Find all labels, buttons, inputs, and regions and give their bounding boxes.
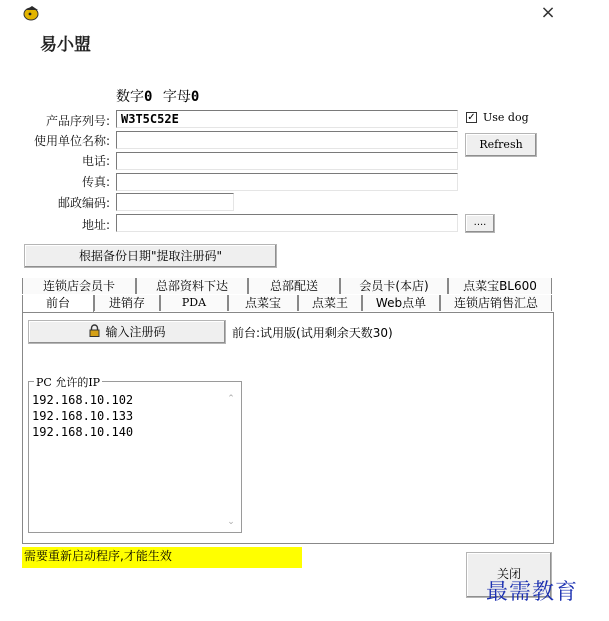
tab-diancaibao-bl600[interactable]: 点菜宝BL600 bbox=[448, 278, 552, 294]
app-icon bbox=[22, 4, 42, 22]
scroll-down-icon[interactable]: ⌄ bbox=[227, 517, 235, 527]
phone-input[interactable] bbox=[116, 152, 458, 170]
scroll-up-icon[interactable]: ⌃ bbox=[227, 394, 235, 404]
restart-warning: 需要重新启动程序,才能生效 bbox=[22, 547, 302, 568]
char-counter bbox=[116, 86, 199, 106]
license-status-text: 前台:试用版(试用剩余天数30) bbox=[232, 326, 393, 340]
close-icon[interactable]: × bbox=[540, 2, 556, 23]
address-browse-button[interactable]: .... bbox=[465, 214, 495, 233]
ip-list-item: 192.168.10.133 bbox=[32, 409, 134, 423]
window-title: 易小盟 bbox=[40, 35, 91, 55]
use-dog-label: Use dog bbox=[483, 111, 529, 124]
allowed-ip-textarea[interactable] bbox=[32, 392, 240, 530]
tab-pda[interactable]: PDA bbox=[160, 295, 228, 311]
unit-name-label: 使用单位名称: bbox=[33, 134, 110, 148]
tab-hq-delivery[interactable]: 总部配送 bbox=[248, 278, 340, 294]
postcode-label: 邮政编码: bbox=[57, 196, 110, 210]
input-regcode-button[interactable] bbox=[28, 320, 226, 344]
tab-web-order[interactable]: Web点单 bbox=[362, 295, 440, 311]
tab-chain-member-card[interactable]: 连锁店会员卡 bbox=[22, 278, 136, 294]
phone-label: 电话: bbox=[81, 154, 110, 168]
extract-regcode-button[interactable]: 根据备份日期"提取注册码" bbox=[24, 244, 277, 268]
fax-input[interactable] bbox=[116, 173, 458, 191]
postcode-input[interactable] bbox=[116, 193, 234, 211]
use-dog-checkbox[interactable]: ✓ bbox=[467, 112, 476, 123]
watermark-text: 最需教育 bbox=[486, 580, 579, 605]
digits-label: 数字 bbox=[116, 89, 144, 105]
tab-diancaiwang[interactable]: 点菜王 bbox=[298, 295, 362, 311]
address-label: 地址: bbox=[81, 218, 110, 232]
allowed-ip-group-label: PC 允许的IP bbox=[36, 376, 101, 389]
address-input[interactable] bbox=[116, 214, 458, 232]
ip-list-item: 192.168.10.102 bbox=[32, 393, 134, 407]
serial-label: 产品序列号: bbox=[45, 114, 110, 128]
tab-front-desk[interactable]: 前台 bbox=[22, 295, 94, 313]
tab-member-card-local[interactable]: 会员卡(本店) bbox=[340, 278, 448, 294]
tab-diancaibao[interactable]: 点菜宝 bbox=[228, 295, 298, 311]
refresh-button[interactable]: Refresh bbox=[465, 133, 537, 157]
unit-name-input[interactable] bbox=[116, 131, 458, 149]
tab-inventory[interactable]: 进销存 bbox=[94, 295, 160, 311]
tab-hq-data-dispatch[interactable]: 总部资料下达 bbox=[136, 278, 248, 294]
letters-label: 字母 bbox=[162, 89, 191, 105]
input-regcode-label: 输入注册码 bbox=[105, 325, 166, 339]
serial-input[interactable]: W3T5C52E bbox=[116, 110, 458, 128]
digits-value: 0 bbox=[144, 89, 153, 105]
lock-icon bbox=[88, 322, 101, 344]
tab-chain-sales-summary[interactable]: 连锁店销售汇总 bbox=[440, 295, 552, 311]
letters-value: 0 bbox=[190, 89, 200, 105]
ip-list-item: 192.168.10.140 bbox=[32, 425, 134, 439]
fax-label: 传真: bbox=[81, 175, 110, 189]
close-button[interactable]: 关闭 bbox=[466, 552, 552, 598]
